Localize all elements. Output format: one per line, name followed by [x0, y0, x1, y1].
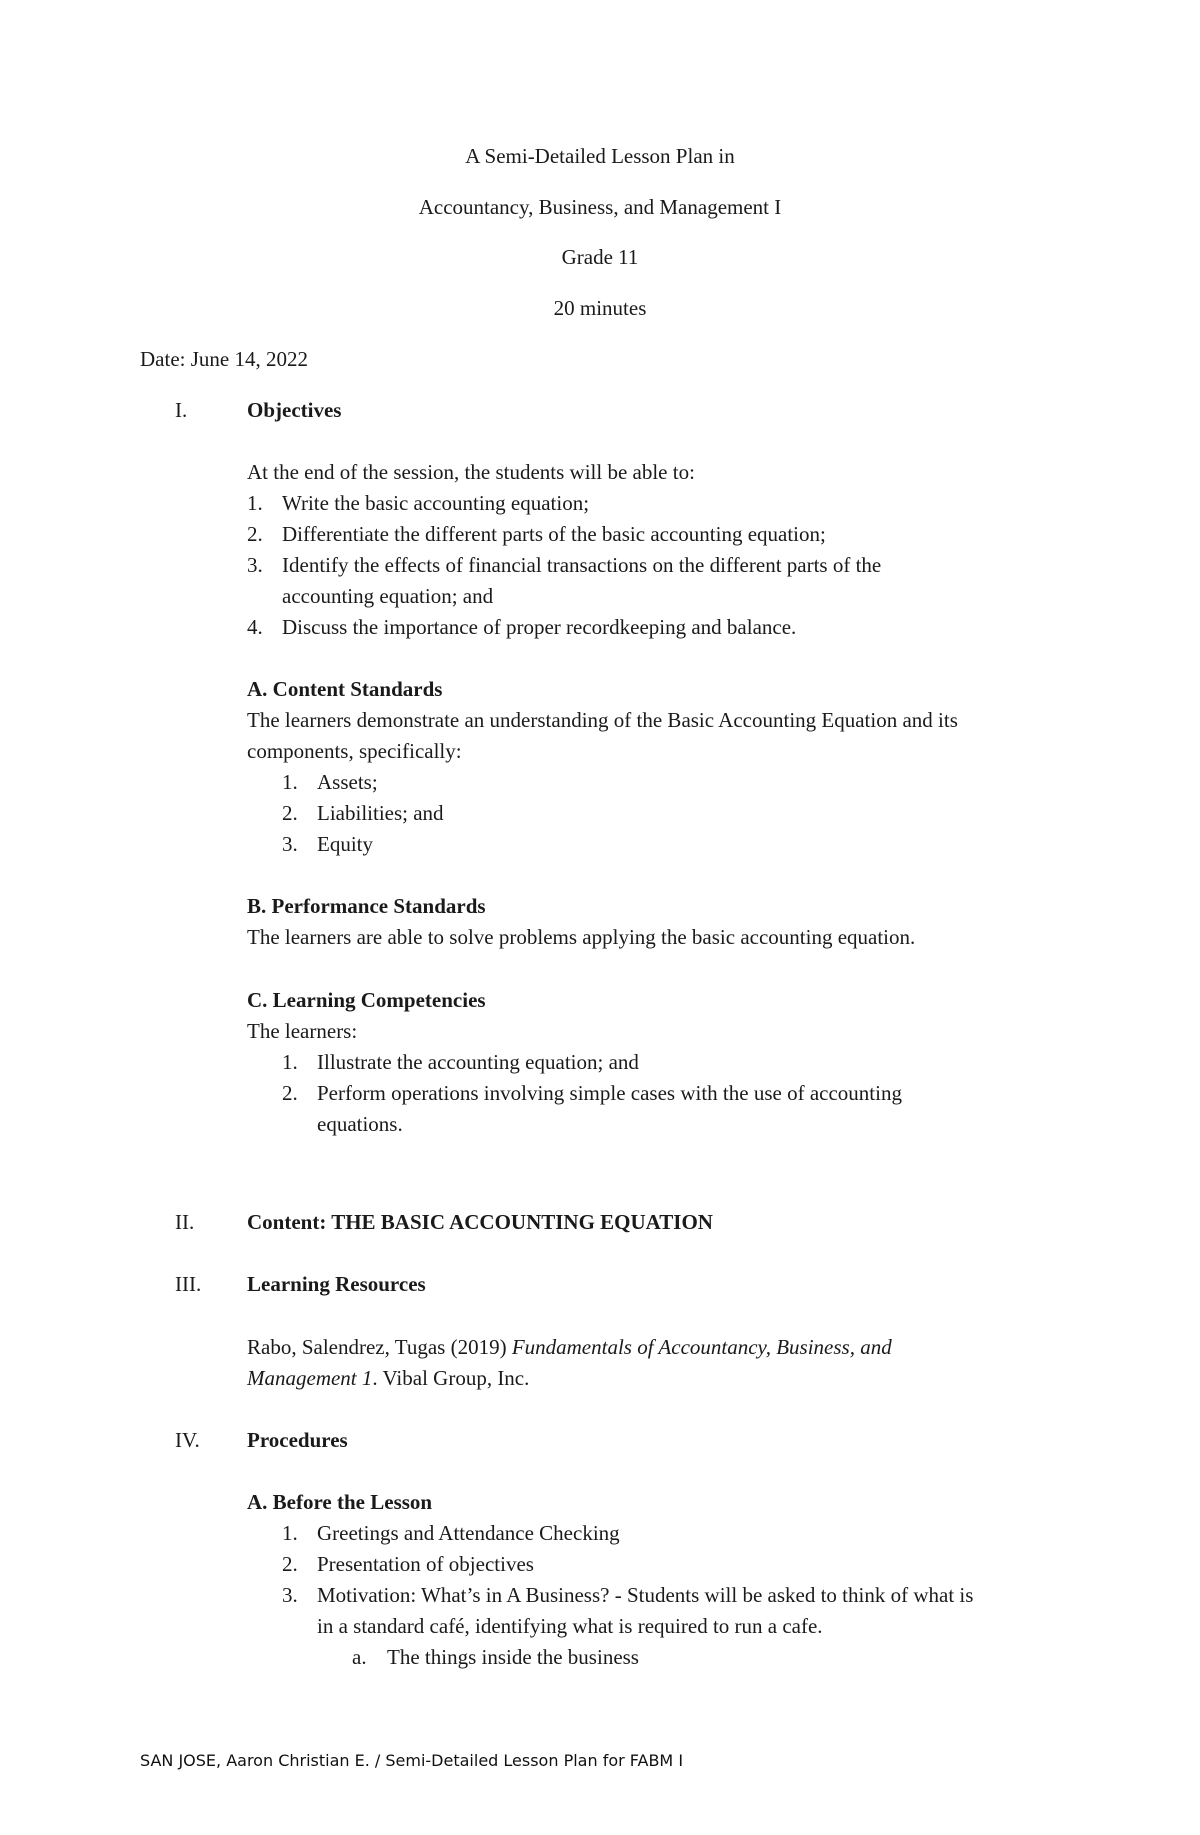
section-numeral: I.: [175, 398, 188, 422]
lesson-date: Date: June 14, 2022: [140, 347, 308, 371]
competency-item: [282, 1047, 639, 1078]
performance-standards-heading: B. Performance Standards: [247, 894, 486, 918]
lesson-plan-title: A Semi-Detailed Lesson Plan in: [465, 144, 735, 168]
reference-authors: Rabo, Salendrez, Tugas (2019): [247, 1335, 512, 1359]
item-number: 3.: [282, 1583, 298, 1607]
procedure-item: [282, 1580, 973, 1611]
section-numeral: II.: [175, 1210, 195, 1234]
duration: 20 minutes: [553, 296, 647, 320]
item-letter: a.: [352, 1645, 367, 1669]
item-text: Equity: [317, 832, 373, 856]
reference-title: Fundamentals of Accountancy, Business, and: [511, 1335, 892, 1359]
item-text: Assets;: [317, 770, 378, 794]
item-number: 2.: [282, 801, 298, 825]
item-number: 4.: [247, 615, 263, 639]
procedure-sub-item: [352, 1642, 639, 1673]
objective-item: [247, 612, 796, 643]
item-text: Illustrate the accounting equation; and: [317, 1050, 639, 1074]
subject-title: Accountancy, Business, and Management I: [418, 195, 782, 219]
item-text: Differentiate the different parts of the basic accounting equation;: [282, 522, 826, 546]
item-number: 1.: [247, 491, 263, 515]
item-text: Discuss the importance of proper recordkeeping and balance.: [282, 615, 797, 639]
item-number: 2.: [282, 1081, 298, 1105]
item-text: Write the basic accounting equation;: [282, 491, 590, 515]
content-standards-text: The learners demonstrate an understanding of the Basic Accounting Equation and its: [247, 708, 958, 732]
content-standards-heading: A. Content Standards: [247, 677, 443, 701]
section-heading-content: Content: THE BASIC ACCOUNTING EQUATION: [247, 1210, 713, 1234]
item-text: Motivation: What’s in A Business? - Students will be asked to think of what is: [317, 1583, 974, 1607]
reference-line: [247, 1363, 529, 1394]
procedure-item: [282, 1518, 620, 1549]
content-standards-item: [282, 767, 378, 798]
procedure-item: [282, 1549, 534, 1580]
content-standards-text: components, specifically:: [247, 739, 462, 763]
section-heading-procedures: Procedures: [247, 1428, 348, 1452]
item-number: 1.: [282, 770, 298, 794]
learning-competencies-intro: The learners:: [247, 1019, 358, 1043]
item-number: 3.: [247, 553, 263, 577]
grade-level: Grade 11: [561, 245, 639, 269]
item-number: 3.: [282, 832, 298, 856]
content-standards-item: [282, 829, 373, 860]
item-number: 2.: [282, 1552, 298, 1576]
objective-item: [247, 488, 589, 519]
item-number: 1.: [282, 1521, 298, 1545]
objective-item: [247, 519, 826, 550]
procedure-item-continuation: in a standard café, identifying what is required to run a cafe.: [317, 1614, 823, 1638]
item-text: Presentation of objectives: [317, 1552, 534, 1576]
reference-line: [247, 1332, 892, 1363]
performance-standards-text: The learners are able to solve problems applying the basic accounting equation.: [247, 925, 916, 949]
section-heading-learning-resources: Learning Resources: [247, 1272, 426, 1296]
section-numeral: IV.: [175, 1428, 200, 1452]
item-text: Greetings and Attendance Checking: [317, 1521, 620, 1545]
item-number: 1.: [282, 1050, 298, 1074]
competency-item-continuation: equations.: [317, 1112, 403, 1136]
before-lesson-heading: A. Before the Lesson: [247, 1490, 433, 1514]
competency-item: [282, 1078, 902, 1109]
content-standards-item: [282, 798, 444, 829]
item-text: Identify the effects of financial transactions on the different parts of the: [282, 553, 882, 577]
section-heading-objectives: Objectives: [247, 398, 342, 422]
objectives-intro: At the end of the session, the students will be able to:: [247, 460, 695, 484]
reference-publisher: . Vibal Group, Inc.: [372, 1366, 530, 1390]
objective-item: [247, 550, 881, 581]
objective-item-continuation: accounting equation; and: [282, 584, 494, 608]
learning-competencies-heading: C. Learning Competencies: [247, 988, 486, 1012]
page-footer: SAN JOSE, Aaron Christian E. / Semi-Detailed Lesson Plan for FABM I: [140, 1751, 684, 1770]
reference-title: Management 1: [247, 1366, 373, 1390]
item-number: 2.: [247, 522, 263, 546]
item-text: The things inside the business: [387, 1645, 639, 1669]
section-numeral: III.: [175, 1272, 202, 1296]
item-text: Perform operations involving simple cases with the use of accounting: [317, 1081, 902, 1105]
item-text: Liabilities; and: [317, 801, 444, 825]
